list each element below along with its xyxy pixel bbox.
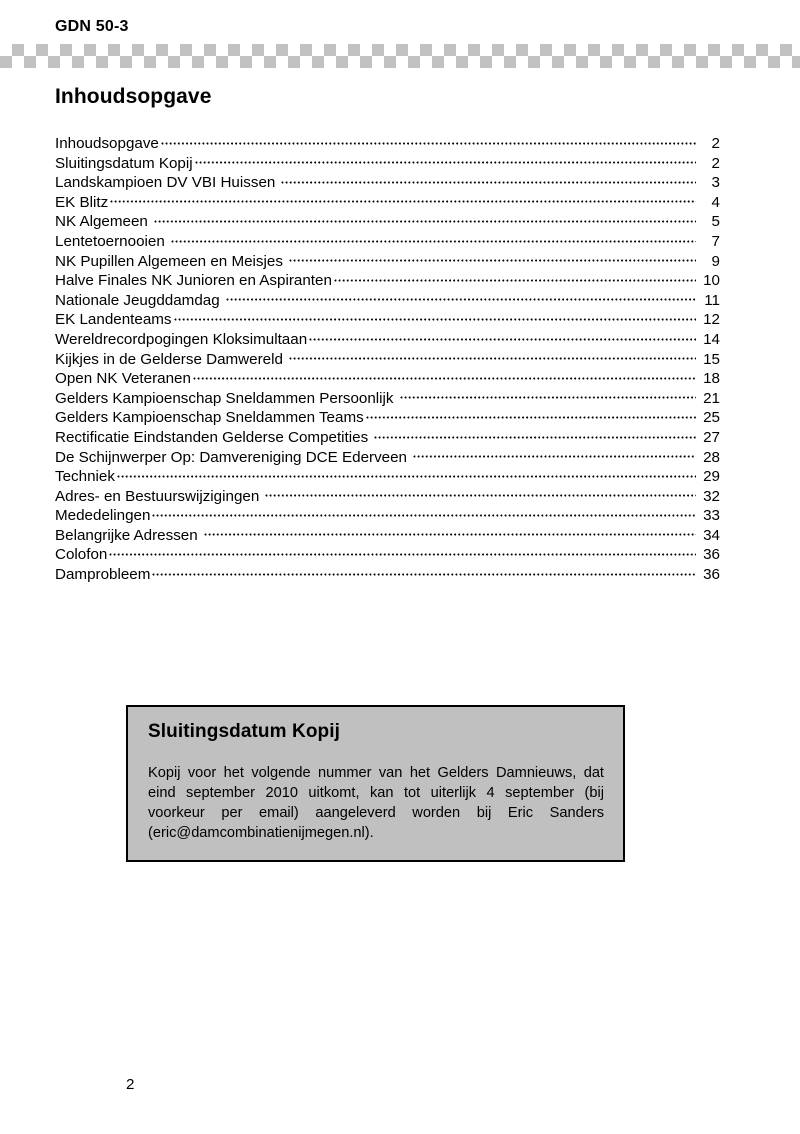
page-number-folio: 2 — [126, 1076, 135, 1093]
toc-entry[interactable] — [55, 310, 720, 330]
toc-entry[interactable] — [55, 291, 720, 311]
toc-entry-label: Adres- en Bestuurswijzigingen — [55, 487, 260, 505]
toc-entry[interactable] — [55, 506, 720, 526]
toc-entry[interactable] — [55, 212, 720, 232]
toc-dot-leader — [171, 234, 696, 249]
toc-entry-page-number: 12 — [703, 311, 720, 329]
toc-entry-label: Kijkjes in de Gelderse Damwereld — [55, 350, 283, 368]
toc-dot-leader — [154, 214, 696, 229]
toc-dot-leader — [109, 547, 696, 562]
toc-dot-leader — [374, 430, 696, 445]
toc-dot-leader — [289, 351, 696, 366]
toc-entry-label: NK Algemeen — [55, 213, 148, 231]
toc-dot-leader — [195, 155, 696, 170]
toc-entry-page-number: 32 — [703, 487, 720, 505]
toc-dot-leader — [366, 410, 696, 425]
checkered-rule-decoration — [0, 44, 800, 68]
toc-entry-label: Colofon — [55, 546, 108, 564]
toc-entry-page-number: 27 — [703, 428, 720, 446]
toc-entry-page-number: 5 — [711, 213, 720, 231]
toc-dot-leader — [289, 253, 696, 268]
toc-entry[interactable] — [55, 271, 720, 291]
toc-entry-page-number: 9 — [711, 252, 720, 270]
running-header-title: GDN 50-3 — [55, 18, 129, 35]
toc-dot-leader — [174, 312, 696, 327]
toc-entry-label: NK Pupillen Algemeen en Meisjes — [55, 252, 283, 270]
notice-body-text: Kopij voor het volgende nummer van het Gelders Damnieuws, dat eind september 2010 uitkomt, kan tot uiterlijk 4 september (bij voorkeur per email) aangeleverd worden bij Eric Sanders (eric@damcombinatienijmegen.nl). — [148, 765, 604, 841]
toc-entry-page-number: 29 — [703, 468, 720, 486]
toc-entry-page-number: 3 — [711, 174, 720, 192]
toc-entry-page-number: 34 — [703, 526, 720, 544]
toc-entry-label: EK Blitz — [55, 193, 109, 211]
toc-entry[interactable] — [55, 545, 720, 565]
toc-entry-label: Damprobleem — [55, 566, 151, 584]
toc-entry-label: De Schijnwerper Op: Damvereniging DCE Ederveen — [55, 448, 408, 466]
toc-entry[interactable] — [55, 252, 720, 272]
toc-entry-label: Inhoudsopgave — [55, 135, 159, 152]
toc-entry-page-number: 2 — [711, 154, 720, 172]
toc-entry[interactable] — [55, 389, 720, 409]
toc-dot-leader — [117, 469, 696, 484]
toc-entry-label: Wereldrecordpogingen Kloksimultaan — [55, 330, 308, 348]
toc-entry-page-number: 7 — [711, 232, 720, 250]
toc-entry[interactable] — [55, 350, 720, 370]
toc-dot-leader — [226, 292, 696, 307]
toc-entry-label: Sluitingsdatum Kopij — [55, 154, 193, 172]
toc-entry[interactable] — [55, 408, 720, 428]
toc-entry-page-number: 4 — [711, 193, 720, 211]
toc-entry-label: Halve Finales NK Junioren en Aspiranten — [55, 272, 332, 290]
toc-dot-leader — [265, 488, 696, 503]
toc-entry[interactable] — [55, 330, 720, 350]
toc-entry-page-number: 10 — [703, 272, 720, 290]
notice-heading: Sluitingsdatum Kopij — [148, 721, 340, 742]
toc-entry[interactable] — [55, 428, 720, 448]
toc-entry-page-number: 11 — [704, 291, 720, 309]
toc-entry[interactable] — [55, 173, 720, 193]
toc-entry-label: Gelders Kampioenschap Sneldammen Persoonlijk — [55, 389, 394, 407]
toc-entry-label: Gelders Kampioenschap Sneldammen Teams — [55, 409, 364, 427]
toc-entry-page-number: 18 — [703, 370, 720, 388]
toc-entry[interactable] — [55, 193, 720, 213]
toc-entry-label: Techniek — [55, 468, 115, 486]
toc-entry[interactable] — [55, 369, 720, 389]
toc-dot-leader — [400, 390, 696, 405]
toc-entry-page-number: 14 — [703, 330, 720, 348]
toc-entry-page-number: 21 — [703, 389, 720, 407]
toc-entry[interactable] — [55, 134, 720, 154]
toc-entry[interactable] — [55, 232, 720, 252]
toc-dot-leader — [309, 332, 696, 347]
toc-entry-page-number: 33 — [703, 507, 720, 525]
toc-dot-leader — [161, 136, 696, 151]
toc-entry[interactable] — [55, 154, 720, 174]
toc-entry-page-number: 36 — [703, 566, 720, 584]
sluitingsdatum-notice-box — [126, 705, 625, 862]
toc-entry-label: Open NK Veteranen — [55, 370, 191, 388]
toc-entry-page-number: 15 — [703, 350, 720, 368]
toc-entry-page-number: 28 — [703, 448, 720, 466]
toc-entry-label: Belangrijke Adressen — [55, 526, 198, 544]
toc-entry[interactable] — [55, 526, 720, 546]
toc-entry-page-number: 36 — [703, 546, 720, 564]
toc-entry-label: Mededelingen — [55, 507, 151, 525]
toc-dot-leader — [152, 508, 696, 523]
toc-dot-leader — [413, 449, 696, 464]
toc-entry-page-number: 25 — [703, 409, 720, 427]
toc-entry-label: Nationale Jeugddamdag — [55, 291, 220, 309]
toc-entry-label: Landskampioen DV VBI Huissen — [55, 174, 276, 192]
page-title: Inhoudsopgave — [55, 85, 212, 108]
toc-dot-leader — [193, 371, 696, 386]
toc-dot-leader — [110, 194, 696, 209]
toc-entry-label: EK Landenteams — [55, 311, 172, 329]
toc-dot-leader — [334, 273, 696, 288]
toc-entry[interactable] — [55, 565, 720, 585]
table-of-contents-list — [55, 134, 720, 585]
toc-entry[interactable] — [55, 448, 720, 468]
toc-entry-label: Rectificatie Eindstanden Gelderse Competities — [55, 428, 369, 446]
toc-dot-leader — [152, 567, 696, 582]
toc-entry-page-number: 2 — [711, 135, 720, 152]
toc-entry[interactable] — [55, 487, 720, 507]
toc-dot-leader — [281, 175, 696, 190]
toc-entry[interactable] — [55, 467, 720, 487]
toc-entry-label: Lentetoernooien — [55, 232, 165, 250]
toc-dot-leader — [204, 527, 696, 542]
